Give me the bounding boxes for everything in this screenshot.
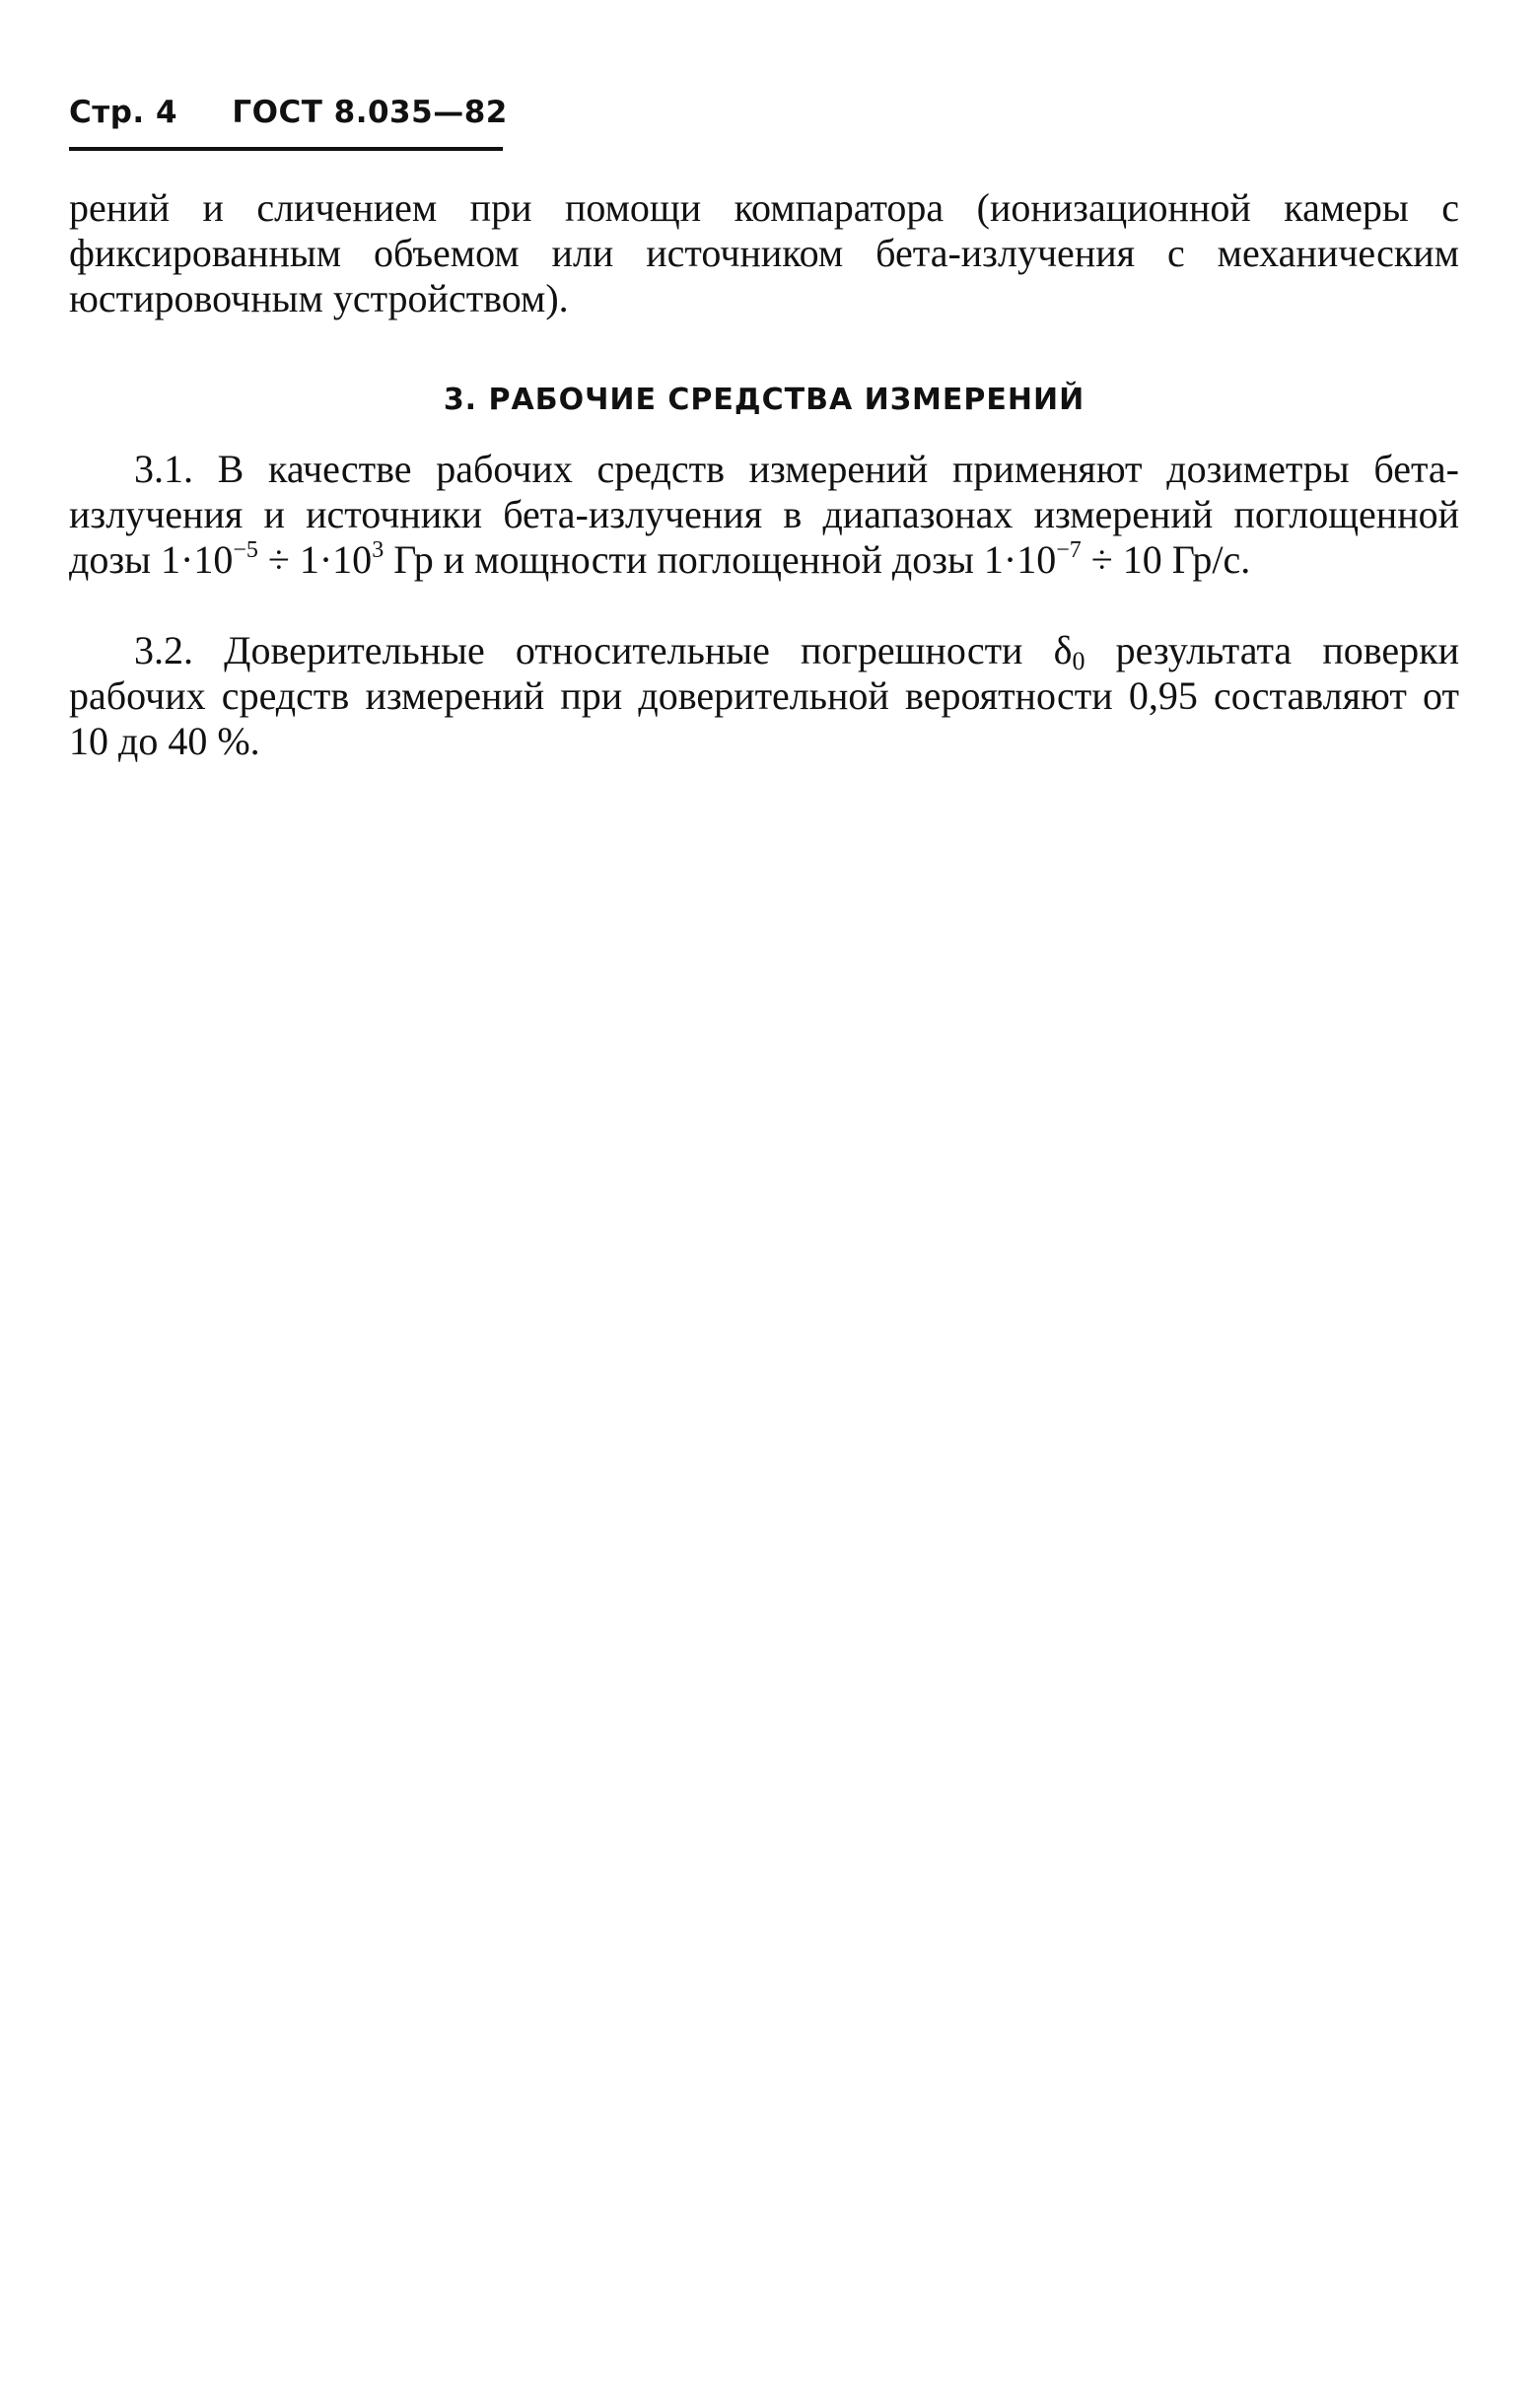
standard-number: ГОСТ 8.035—82 <box>232 95 508 130</box>
paragraph-3-2 <box>69 628 1459 764</box>
continuation-paragraph: рений и сличением при помощи компаратора (ионизационной камеры с фиксированным объемом или источником бета-излучения с механическим юстировочным устройством). <box>69 185 1459 320</box>
exponent-1: −5 <box>233 537 258 563</box>
exponent-2: 3 <box>372 537 385 563</box>
page-number-label: Стр. 4 <box>69 95 178 130</box>
paragraph-3-2-text-end: результата поверки рабочих средств измерений при доверительной вероятности 0,95 составляют от 10 до 40 %. <box>69 628 1459 763</box>
paragraph-3-1-text-mid-2: Гр и мощности поглощенной дозы 1·10 <box>384 537 1057 582</box>
paragraph-3-1-text-end: ÷ 10 Гр/с. <box>1081 537 1251 582</box>
paragraph-3-2-text-start: 3.2. Доверительные относительные погрешности δ <box>134 628 1073 672</box>
delta-subscript: 0 <box>1072 647 1085 675</box>
paragraph-3-1-text-mid-1: ÷ 1·10 <box>257 537 373 582</box>
paragraph-3-1 <box>69 447 1459 583</box>
section-heading: 3. РАБОЧИЕ СРЕДСТВА ИЗМЕРЕНИЙ <box>443 383 1085 417</box>
exponent-3: −7 <box>1056 537 1082 563</box>
header-rule <box>69 147 503 151</box>
paragraph-3-1-text-start: 3.1. В качестве рабочих средств измерений применяют дозиметры бета-излучения и источники бета-излучения в диапазонах измерений поглощенной дозы 1·10 <box>69 447 1459 582</box>
running-header <box>69 95 508 130</box>
